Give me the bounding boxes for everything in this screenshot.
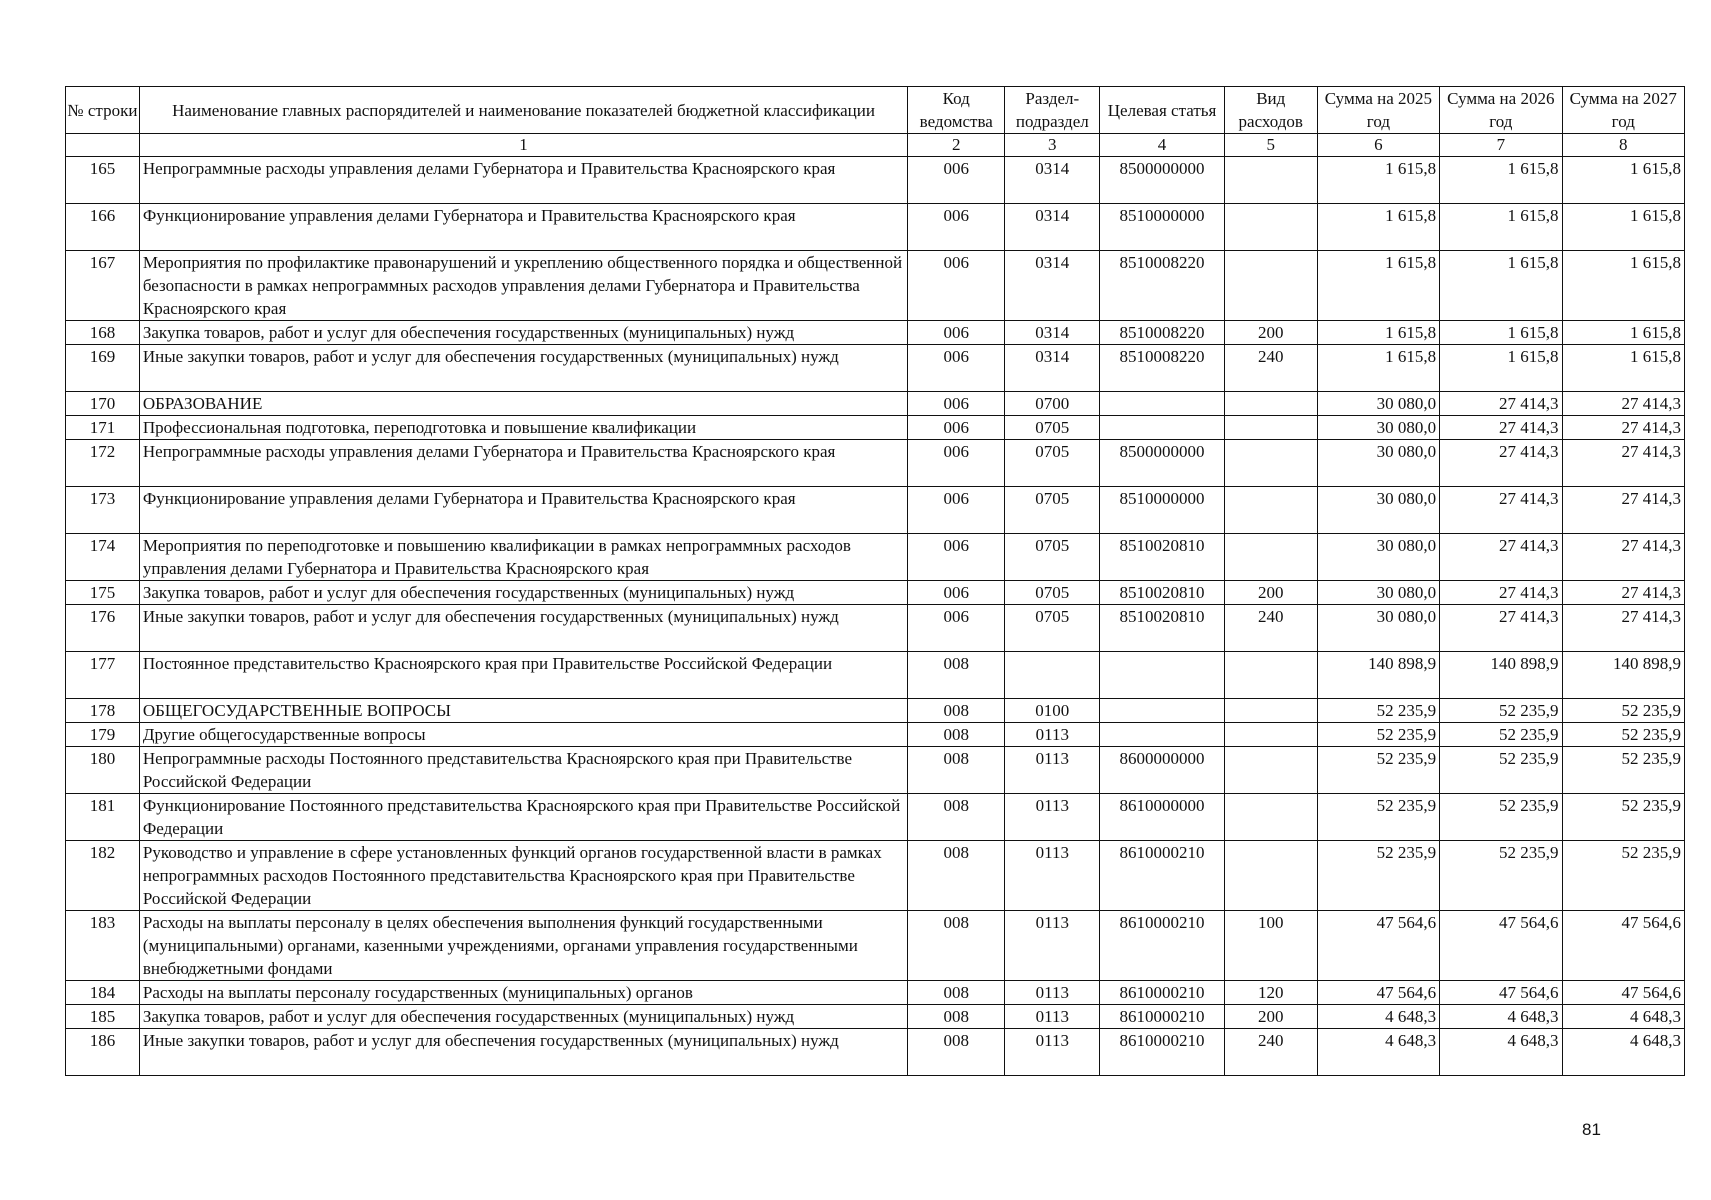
- sum-2026-cell: 52 235,9: [1440, 747, 1562, 794]
- table-row: [66, 487, 1685, 534]
- page-number: 81: [1582, 1120, 1601, 1139]
- dept-code-cell: 006: [908, 251, 1005, 321]
- expense-type-cell: 240: [1224, 1029, 1317, 1076]
- sum-2025-cell: 1 615,8: [1317, 157, 1439, 204]
- column-number: 8: [1562, 134, 1684, 157]
- column-number: 7: [1440, 134, 1562, 157]
- dept-code-cell: 008: [908, 723, 1005, 747]
- row-number-cell: 181: [66, 794, 140, 841]
- sum-2025-cell: 30 080,0: [1317, 487, 1439, 534]
- dept-code-cell: 008: [908, 911, 1005, 981]
- dept-code-cell: 006: [908, 487, 1005, 534]
- sum-2027-cell: 47 564,6: [1562, 981, 1684, 1005]
- dept-code-cell: 006: [908, 321, 1005, 345]
- row-name-cell: Функционирование управления делами Губернатора и Правительства Красноярского края: [139, 204, 907, 251]
- sum-2027-cell: 1 615,8: [1562, 251, 1684, 321]
- target-cell: 8510000000: [1100, 487, 1225, 534]
- row-number-cell: 174: [66, 534, 140, 581]
- sum-2026-cell: 47 564,6: [1440, 981, 1562, 1005]
- sum-2027-cell: 1 615,8: [1562, 204, 1684, 251]
- column-number: 6: [1317, 134, 1439, 157]
- row-number-cell: 169: [66, 345, 140, 392]
- column-number: 3: [1005, 134, 1100, 157]
- target-cell: 8510008220: [1100, 321, 1225, 345]
- row-number-cell: 184: [66, 981, 140, 1005]
- section-cell: 0705: [1005, 416, 1100, 440]
- header-section: Раздел-подраздел: [1005, 87, 1100, 134]
- sum-2027-cell: 27 414,3: [1562, 416, 1684, 440]
- section-cell: 0314: [1005, 345, 1100, 392]
- row-number-cell: 180: [66, 747, 140, 794]
- target-cell: 8600000000: [1100, 747, 1225, 794]
- expense-type-cell: [1224, 723, 1317, 747]
- column-number: 1: [139, 134, 907, 157]
- sum-2026-cell: 27 414,3: [1440, 392, 1562, 416]
- expense-type-cell: 240: [1224, 345, 1317, 392]
- sum-2026-cell: 140 898,9: [1440, 652, 1562, 699]
- section-cell: 0100: [1005, 699, 1100, 723]
- row-name-cell: Постоянное представительство Красноярского края при Правительстве Российской Федерации: [139, 652, 907, 699]
- sum-2025-cell: 52 235,9: [1317, 699, 1439, 723]
- row-number-cell: 186: [66, 1029, 140, 1076]
- sum-2026-cell: 52 235,9: [1440, 841, 1562, 911]
- sum-2027-cell: 27 414,3: [1562, 534, 1684, 581]
- target-cell: 8610000210: [1100, 1029, 1225, 1076]
- table-header-row: [66, 87, 1685, 134]
- table-row: [66, 699, 1685, 723]
- target-cell: [1100, 652, 1225, 699]
- row-number-cell: 172: [66, 440, 140, 487]
- section-cell: 0314: [1005, 251, 1100, 321]
- sum-2027-cell: 47 564,6: [1562, 911, 1684, 981]
- expense-type-cell: [1224, 747, 1317, 794]
- section-cell: 0705: [1005, 581, 1100, 605]
- sum-2027-cell: 52 235,9: [1562, 723, 1684, 747]
- sum-2027-cell: 140 898,9: [1562, 652, 1684, 699]
- sum-2027-cell: 52 235,9: [1562, 841, 1684, 911]
- target-cell: 8510008220: [1100, 345, 1225, 392]
- sum-2026-cell: 27 414,3: [1440, 487, 1562, 534]
- row-name-cell: Функционирование управления делами Губернатора и Правительства Красноярского края: [139, 487, 907, 534]
- sum-2026-cell: 27 414,3: [1440, 581, 1562, 605]
- expense-type-cell: [1224, 794, 1317, 841]
- expense-type-cell: [1224, 251, 1317, 321]
- section-cell: 0314: [1005, 321, 1100, 345]
- expense-type-cell: [1224, 534, 1317, 581]
- row-number-cell: 185: [66, 1005, 140, 1029]
- sum-2027-cell: 27 414,3: [1562, 581, 1684, 605]
- header-sum-2026: Сумма на 2026 год: [1440, 87, 1562, 134]
- dept-code-cell: 008: [908, 794, 1005, 841]
- section-cell: 0113: [1005, 1029, 1100, 1076]
- row-name-cell: Мероприятия по переподготовке и повышению квалификации в рамках непрограммных расходов управления делами Губернатора и Правительства Красноярского края: [139, 534, 907, 581]
- sum-2025-cell: 30 080,0: [1317, 392, 1439, 416]
- section-cell: 0700: [1005, 392, 1100, 416]
- table-row: [66, 981, 1685, 1005]
- table-row: [66, 534, 1685, 581]
- row-number-cell: 166: [66, 204, 140, 251]
- column-number-empty: [66, 134, 140, 157]
- dept-code-cell: 006: [908, 440, 1005, 487]
- section-cell: 0113: [1005, 794, 1100, 841]
- row-number-cell: 168: [66, 321, 140, 345]
- sum-2026-cell: 1 615,8: [1440, 157, 1562, 204]
- sum-2025-cell: 47 564,6: [1317, 981, 1439, 1005]
- sum-2026-cell: 27 414,3: [1440, 605, 1562, 652]
- target-cell: 8610000210: [1100, 981, 1225, 1005]
- section-cell: 0113: [1005, 1005, 1100, 1029]
- table-row: [66, 416, 1685, 440]
- dept-code-cell: 006: [908, 345, 1005, 392]
- section-cell: 0113: [1005, 981, 1100, 1005]
- target-cell: 8510020810: [1100, 605, 1225, 652]
- sum-2026-cell: 52 235,9: [1440, 723, 1562, 747]
- sum-2025-cell: 4 648,3: [1317, 1005, 1439, 1029]
- sum-2027-cell: 27 414,3: [1562, 605, 1684, 652]
- row-name-cell: Непрограммные расходы Постоянного представительства Красноярского края при Правительстве Российской Федерации: [139, 747, 907, 794]
- sum-2027-cell: 4 648,3: [1562, 1005, 1684, 1029]
- header-name: Наименование главных распорядителей и наименование показателей бюджетной классификации: [139, 87, 907, 134]
- expense-type-cell: 200: [1224, 321, 1317, 345]
- row-number-cell: 173: [66, 487, 140, 534]
- row-name-cell: Руководство и управление в сфере установленных функций органов государственной власти в рамках непрограммных расходов Постоянного представительства Красноярского края при Правительстве Российской Федерации: [139, 841, 907, 911]
- table-row: [66, 605, 1685, 652]
- row-name-cell: Закупка товаров, работ и услуг для обеспечения государственных (муниципальных) нужд: [139, 321, 907, 345]
- sum-2026-cell: 4 648,3: [1440, 1029, 1562, 1076]
- table-row: [66, 747, 1685, 794]
- sum-2027-cell: 52 235,9: [1562, 794, 1684, 841]
- section-cell: 0113: [1005, 723, 1100, 747]
- expense-type-cell: [1224, 416, 1317, 440]
- dept-code-cell: 006: [908, 204, 1005, 251]
- dept-code-cell: 008: [908, 652, 1005, 699]
- expense-type-cell: [1224, 487, 1317, 534]
- sum-2025-cell: 30 080,0: [1317, 605, 1439, 652]
- section-cell: 0705: [1005, 534, 1100, 581]
- target-cell: 8510008220: [1100, 251, 1225, 321]
- section-cell: 0314: [1005, 204, 1100, 251]
- column-number: 2: [908, 134, 1005, 157]
- table-row: [66, 1029, 1685, 1076]
- section-cell: 0113: [1005, 747, 1100, 794]
- sum-2027-cell: 27 414,3: [1562, 440, 1684, 487]
- section-cell: 0113: [1005, 841, 1100, 911]
- row-number-cell: 178: [66, 699, 140, 723]
- section-cell: [1005, 652, 1100, 699]
- sum-2025-cell: 30 080,0: [1317, 440, 1439, 487]
- dept-code-cell: 008: [908, 1029, 1005, 1076]
- expense-type-cell: 120: [1224, 981, 1317, 1005]
- dept-code-cell: 006: [908, 581, 1005, 605]
- sum-2025-cell: 52 235,9: [1317, 747, 1439, 794]
- row-number-cell: 171: [66, 416, 140, 440]
- sum-2026-cell: 47 564,6: [1440, 911, 1562, 981]
- expense-type-cell: 100: [1224, 911, 1317, 981]
- header-sum-2025: Сумма на 2025 год: [1317, 87, 1439, 134]
- target-cell: 8510000000: [1100, 204, 1225, 251]
- table-row: [66, 841, 1685, 911]
- target-cell: 8610000000: [1100, 794, 1225, 841]
- sum-2027-cell: 1 615,8: [1562, 321, 1684, 345]
- target-cell: [1100, 723, 1225, 747]
- dept-code-cell: 006: [908, 605, 1005, 652]
- expense-type-cell: [1224, 392, 1317, 416]
- target-cell: [1100, 416, 1225, 440]
- sum-2027-cell: 1 615,8: [1562, 345, 1684, 392]
- table-row: [66, 345, 1685, 392]
- row-number-cell: 177: [66, 652, 140, 699]
- sum-2025-cell: 4 648,3: [1317, 1029, 1439, 1076]
- row-name-cell: Непрограммные расходы управления делами Губернатора и Правительства Красноярского края: [139, 440, 907, 487]
- table-row: [66, 723, 1685, 747]
- section-cell: 0705: [1005, 487, 1100, 534]
- row-name-cell: Иные закупки товаров, работ и услуг для обеспечения государственных (муниципальных) нужд: [139, 345, 907, 392]
- section-cell: 0314: [1005, 157, 1100, 204]
- sum-2025-cell: 30 080,0: [1317, 416, 1439, 440]
- row-number-cell: 167: [66, 251, 140, 321]
- sum-2025-cell: 52 235,9: [1317, 794, 1439, 841]
- sum-2026-cell: 1 615,8: [1440, 204, 1562, 251]
- target-cell: 8500000000: [1100, 440, 1225, 487]
- row-name-cell: Расходы на выплаты персоналу государственных (муниципальных) органов: [139, 981, 907, 1005]
- header-sum-2027: Сумма на 2027 год: [1562, 87, 1684, 134]
- sum-2025-cell: 52 235,9: [1317, 841, 1439, 911]
- row-name-cell: Расходы на выплаты персоналу в целях обеспечения выполнения функций государственными (муниципальными) органами, казенными учреждениями, органами управления государственными внебюджетными фондами: [139, 911, 907, 981]
- dept-code-cell: 008: [908, 981, 1005, 1005]
- row-name-cell: Закупка товаров, работ и услуг для обеспечения государственных (муниципальных) нужд: [139, 1005, 907, 1029]
- row-name-cell: Иные закупки товаров, работ и услуг для обеспечения государственных (муниципальных) нужд: [139, 605, 907, 652]
- sum-2025-cell: 30 080,0: [1317, 534, 1439, 581]
- table-row: [66, 911, 1685, 981]
- row-number-cell: 182: [66, 841, 140, 911]
- sum-2026-cell: 27 414,3: [1440, 416, 1562, 440]
- row-name-cell: Функционирование Постоянного представительства Красноярского края при Правительстве Российской Федерации: [139, 794, 907, 841]
- sum-2027-cell: 52 235,9: [1562, 699, 1684, 723]
- expense-type-cell: 200: [1224, 1005, 1317, 1029]
- sum-2026-cell: 4 648,3: [1440, 1005, 1562, 1029]
- sum-2025-cell: 30 080,0: [1317, 581, 1439, 605]
- sum-2025-cell: 1 615,8: [1317, 251, 1439, 321]
- table-row: [66, 157, 1685, 204]
- expense-type-cell: 200: [1224, 581, 1317, 605]
- target-cell: [1100, 699, 1225, 723]
- row-name-cell: Мероприятия по профилактике правонарушений и укреплению общественного порядка и общественной безопасности в рамках непрограммных расходов управления делами Губернатора и Правительства Красноярского края: [139, 251, 907, 321]
- target-cell: 8510020810: [1100, 534, 1225, 581]
- sum-2025-cell: 1 615,8: [1317, 345, 1439, 392]
- section-cell: 0705: [1005, 605, 1100, 652]
- column-number: 5: [1224, 134, 1317, 157]
- sum-2027-cell: 27 414,3: [1562, 487, 1684, 534]
- row-name-cell: Иные закупки товаров, работ и услуг для обеспечения государственных (муниципальных) нужд: [139, 1029, 907, 1076]
- sum-2025-cell: 140 898,9: [1317, 652, 1439, 699]
- table-row: [66, 204, 1685, 251]
- expense-type-cell: [1224, 652, 1317, 699]
- expense-type-cell: [1224, 699, 1317, 723]
- dept-code-cell: 008: [908, 747, 1005, 794]
- target-cell: 8610000210: [1100, 911, 1225, 981]
- sum-2027-cell: 4 648,3: [1562, 1029, 1684, 1076]
- sum-2025-cell: 47 564,6: [1317, 911, 1439, 981]
- header-dept-code: Код ведомства: [908, 87, 1005, 134]
- row-name-cell: ОБРАЗОВАНИЕ: [139, 392, 907, 416]
- header-expense-type: Вид расходов: [1224, 87, 1317, 134]
- row-number-cell: 165: [66, 157, 140, 204]
- row-name-cell: Профессиональная подготовка, переподготовка и повышение квалификации: [139, 416, 907, 440]
- expense-type-cell: [1224, 204, 1317, 251]
- row-number-cell: 170: [66, 392, 140, 416]
- target-cell: 8500000000: [1100, 157, 1225, 204]
- target-cell: 8610000210: [1100, 841, 1225, 911]
- sum-2026-cell: 1 615,8: [1440, 321, 1562, 345]
- sum-2026-cell: 52 235,9: [1440, 699, 1562, 723]
- expense-type-cell: [1224, 157, 1317, 204]
- dept-code-cell: 006: [908, 157, 1005, 204]
- column-number: 4: [1100, 134, 1225, 157]
- table-row: [66, 1005, 1685, 1029]
- table-row: [66, 581, 1685, 605]
- target-cell: 8510020810: [1100, 581, 1225, 605]
- sum-2026-cell: 27 414,3: [1440, 534, 1562, 581]
- row-number-cell: 175: [66, 581, 140, 605]
- target-cell: 8610000210: [1100, 1005, 1225, 1029]
- expense-type-cell: 240: [1224, 605, 1317, 652]
- row-number-cell: 176: [66, 605, 140, 652]
- expense-type-cell: [1224, 440, 1317, 487]
- row-name-cell: Другие общегосударственные вопросы: [139, 723, 907, 747]
- row-name-cell: ОБЩЕГОСУДАРСТВЕННЫЕ ВОПРОСЫ: [139, 699, 907, 723]
- table-body: [66, 157, 1685, 1076]
- header-row-number: № строки: [66, 87, 140, 134]
- dept-code-cell: 006: [908, 392, 1005, 416]
- table-row: [66, 794, 1685, 841]
- sum-2025-cell: 52 235,9: [1317, 723, 1439, 747]
- table-row: [66, 321, 1685, 345]
- sum-2027-cell: 1 615,8: [1562, 157, 1684, 204]
- row-name-cell: Непрограммные расходы управления делами Губернатора и Правительства Красноярского края: [139, 157, 907, 204]
- dept-code-cell: 008: [908, 699, 1005, 723]
- sum-2027-cell: 52 235,9: [1562, 747, 1684, 794]
- dept-code-cell: 006: [908, 534, 1005, 581]
- budget-table: [65, 86, 1685, 1076]
- dept-code-cell: 008: [908, 841, 1005, 911]
- table-row: [66, 392, 1685, 416]
- sum-2025-cell: 1 615,8: [1317, 321, 1439, 345]
- row-name-cell: Закупка товаров, работ и услуг для обеспечения государственных (муниципальных) нужд: [139, 581, 907, 605]
- dept-code-cell: 006: [908, 416, 1005, 440]
- table-row: [66, 440, 1685, 487]
- sum-2027-cell: 27 414,3: [1562, 392, 1684, 416]
- row-number-cell: 183: [66, 911, 140, 981]
- expense-type-cell: [1224, 841, 1317, 911]
- sum-2026-cell: 52 235,9: [1440, 794, 1562, 841]
- section-cell: 0705: [1005, 440, 1100, 487]
- dept-code-cell: 008: [908, 1005, 1005, 1029]
- header-target: Целевая статья: [1100, 87, 1225, 134]
- sum-2026-cell: 1 615,8: [1440, 251, 1562, 321]
- row-number-cell: 179: [66, 723, 140, 747]
- sum-2026-cell: 27 414,3: [1440, 440, 1562, 487]
- sum-2025-cell: 1 615,8: [1317, 204, 1439, 251]
- sum-2026-cell: 1 615,8: [1440, 345, 1562, 392]
- table-row: [66, 251, 1685, 321]
- section-cell: 0113: [1005, 911, 1100, 981]
- target-cell: [1100, 392, 1225, 416]
- table-row: [66, 652, 1685, 699]
- column-number-row: [66, 134, 1685, 157]
